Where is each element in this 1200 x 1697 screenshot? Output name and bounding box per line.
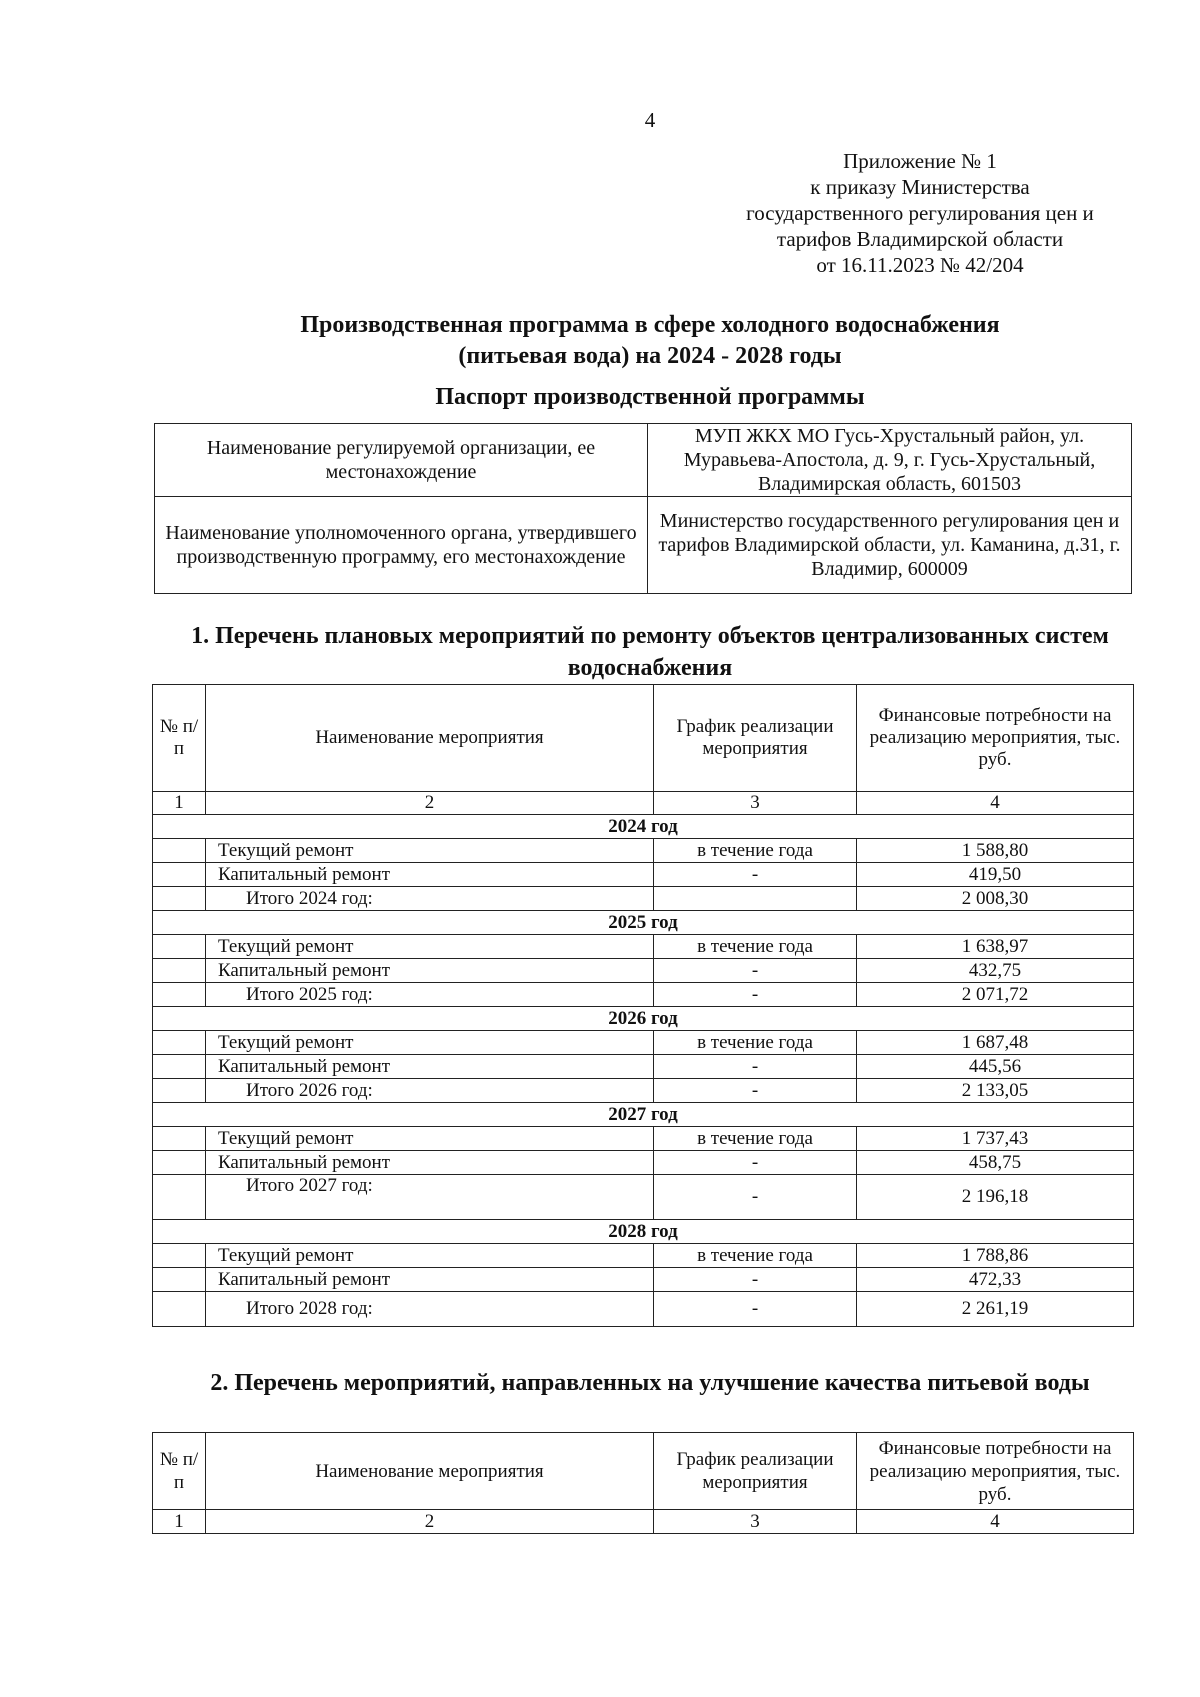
num-cell xyxy=(153,1127,206,1151)
appendix-line: Приложение № 1 xyxy=(843,149,997,173)
header-schedule: График реализации мероприятия xyxy=(654,685,857,792)
num-cell xyxy=(153,839,206,863)
page-number: 4 xyxy=(644,108,656,132)
table-row xyxy=(153,1031,1134,1055)
item-schedule: - xyxy=(654,1268,857,1292)
header-num: № п/п xyxy=(153,1433,206,1510)
item-name: Итого 2028 год: xyxy=(206,1292,654,1327)
passport-row xyxy=(155,424,1132,497)
year-label: 2024 год xyxy=(153,815,1134,839)
item-schedule: в течение года xyxy=(654,935,857,959)
index-cell: 1 xyxy=(153,792,206,815)
num-cell xyxy=(153,1175,206,1220)
table-index-row xyxy=(153,792,1134,815)
table-row xyxy=(153,839,1134,863)
appendix-block xyxy=(720,148,1120,278)
header-num: № п/п xyxy=(153,685,206,792)
item-amount: 472,33 xyxy=(857,1268,1134,1292)
table-row xyxy=(153,1268,1134,1292)
item-amount: 2 261,19 xyxy=(857,1292,1134,1327)
item-amount: 1 588,80 xyxy=(857,839,1134,863)
item-schedule: - xyxy=(654,959,857,983)
item-amount: 1 687,48 xyxy=(857,1031,1134,1055)
item-amount: 2 133,05 xyxy=(857,1079,1134,1103)
item-schedule: - xyxy=(654,863,857,887)
document-title-line: (питьевая вода) на 2024 - 2028 годы xyxy=(458,343,842,369)
item-amount: 2 071,72 xyxy=(857,983,1134,1007)
year-label: 2026 год xyxy=(153,1007,1134,1031)
passport-value: МУП ЖКХ МО Гусь-Хрустальный район, ул. Муравьева-Апостола, д. 9, г. Гусь-Хрустальный, Владимирская область, 601503 xyxy=(648,424,1132,497)
year-row xyxy=(153,1007,1134,1031)
header-schedule: График реализации мероприятия xyxy=(654,1433,857,1510)
table-row xyxy=(153,1292,1134,1327)
item-name: Капитальный ремонт xyxy=(206,863,654,887)
item-name: Итого 2026 год: xyxy=(206,1079,654,1103)
item-schedule: - xyxy=(654,1175,857,1220)
item-name: Текущий ремонт xyxy=(206,1031,654,1055)
table-row xyxy=(153,959,1134,983)
section1-title: 1. Перечень плановых мероприятий по ремонту объектов централизованных систем водоснабжения xyxy=(191,623,1109,681)
header-finance: Финансовые потребности на реализацию мероприятия, тыс. руб. xyxy=(857,1433,1134,1510)
appendix-line: тарифов Владимирской области xyxy=(776,227,1064,251)
num-cell xyxy=(153,863,206,887)
item-amount: 458,75 xyxy=(857,1151,1134,1175)
table-row xyxy=(153,1244,1134,1268)
passport-value: Министерство государственного регулирования цен и тарифов Владимирской области, ул. Каманина, д.31, г. Владимир, 600009 xyxy=(648,497,1132,594)
table-row xyxy=(153,887,1134,911)
table-row xyxy=(153,863,1134,887)
passport-label: Наименование уполномоченного органа, утвердившего производственную программу, его местонахождение xyxy=(155,497,648,594)
document-title xyxy=(150,310,1150,372)
index-cell: 2 xyxy=(206,792,654,815)
num-cell xyxy=(153,983,206,1007)
item-amount: 445,56 xyxy=(857,1055,1134,1079)
item-name: Капитальный ремонт xyxy=(206,1151,654,1175)
item-name: Текущий ремонт xyxy=(206,1244,654,1268)
item-schedule: в течение года xyxy=(654,1127,857,1151)
header-name: Наименование мероприятия xyxy=(206,685,654,792)
item-schedule xyxy=(654,887,857,911)
item-name: Капитальный ремонт xyxy=(206,1055,654,1079)
item-name: Итого 2027 год: xyxy=(206,1175,654,1220)
appendix-line: от 16.11.2023 № 42/204 xyxy=(816,253,1024,277)
passport-label: Наименование регулируемой организации, ее местонахождение xyxy=(155,424,648,497)
num-cell xyxy=(153,1055,206,1079)
year-row xyxy=(153,1220,1134,1244)
year-row xyxy=(153,815,1134,839)
year-label: 2027 год xyxy=(153,1103,1134,1127)
year-label: 2025 год xyxy=(153,911,1134,935)
appendix-line: к приказу Министерства xyxy=(810,175,1030,199)
item-amount: 1 788,86 xyxy=(857,1244,1134,1268)
table-row xyxy=(153,935,1134,959)
item-schedule: - xyxy=(654,1055,857,1079)
table-row xyxy=(153,1175,1134,1220)
num-cell xyxy=(153,1292,206,1327)
table-row xyxy=(153,1079,1134,1103)
num-cell xyxy=(153,959,206,983)
item-name: Итого 2024 год: xyxy=(206,887,654,911)
index-cell: 2 xyxy=(206,1510,654,1534)
passport-table xyxy=(154,423,1132,594)
item-schedule: в течение года xyxy=(654,1031,857,1055)
item-amount: 419,50 xyxy=(857,863,1134,887)
index-cell: 4 xyxy=(857,1510,1134,1534)
year-row xyxy=(153,911,1134,935)
num-cell xyxy=(153,935,206,959)
item-schedule: в течение года xyxy=(654,1244,857,1268)
item-schedule: - xyxy=(654,983,857,1007)
item-schedule: - xyxy=(654,1292,857,1327)
table-header-row xyxy=(153,1433,1134,1510)
item-name: Капитальный ремонт xyxy=(206,959,654,983)
section2-title: 2. Перечень мероприятий, направленных на улучшение качества питьевой воды xyxy=(210,1370,1090,1396)
num-cell xyxy=(153,1031,206,1055)
item-schedule: - xyxy=(654,1079,857,1103)
water-quality-table xyxy=(152,1432,1134,1534)
item-amount: 1 737,43 xyxy=(857,1127,1134,1151)
header-name: Наименование мероприятия xyxy=(206,1433,654,1510)
item-amount: 432,75 xyxy=(857,959,1134,983)
num-cell xyxy=(153,1151,206,1175)
item-amount: 1 638,97 xyxy=(857,935,1134,959)
index-cell: 3 xyxy=(654,1510,857,1534)
table-row xyxy=(153,1127,1134,1151)
table-row xyxy=(153,1055,1134,1079)
num-cell xyxy=(153,1268,206,1292)
item-name: Капитальный ремонт xyxy=(206,1268,654,1292)
num-cell xyxy=(153,887,206,911)
header-finance: Финансовые потребности на реализацию мероприятия, тыс. руб. xyxy=(857,685,1134,792)
table-index-row xyxy=(153,1510,1134,1534)
item-name: Текущий ремонт xyxy=(206,1127,654,1151)
repair-plan-table xyxy=(152,684,1134,1327)
table-row xyxy=(153,1151,1134,1175)
num-cell xyxy=(153,1244,206,1268)
table-header-row xyxy=(153,685,1134,792)
item-schedule: - xyxy=(654,1151,857,1175)
index-cell: 1 xyxy=(153,1510,206,1534)
passport-title: Паспорт производственной программы xyxy=(435,384,865,410)
year-row xyxy=(153,1103,1134,1127)
item-amount: 2 008,30 xyxy=(857,887,1134,911)
document-title-line: Производственная программа в сфере холодного водоснабжения xyxy=(300,312,1000,338)
item-schedule: в течение года xyxy=(654,839,857,863)
passport-row xyxy=(155,497,1132,594)
num-cell xyxy=(153,1079,206,1103)
item-name: Текущий ремонт xyxy=(206,839,654,863)
table-row xyxy=(153,983,1134,1007)
item-amount: 2 196,18 xyxy=(857,1175,1134,1220)
item-name: Итого 2025 год: xyxy=(206,983,654,1007)
item-name: Текущий ремонт xyxy=(206,935,654,959)
year-label: 2028 год xyxy=(153,1220,1134,1244)
index-cell: 3 xyxy=(654,792,857,815)
appendix-line: государственного регулирования цен и xyxy=(746,201,1094,225)
index-cell: 4 xyxy=(857,792,1134,815)
